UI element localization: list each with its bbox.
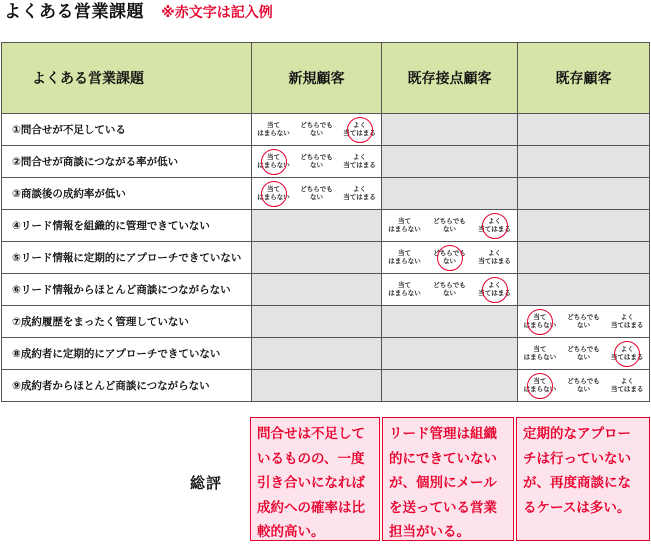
rating-option xyxy=(386,250,424,265)
rating-option-label: 当て はまらない xyxy=(257,185,290,201)
empty-cell xyxy=(382,178,518,210)
empty-cell xyxy=(252,338,382,370)
rating-options xyxy=(382,210,517,241)
selection-circle-icon xyxy=(261,181,287,207)
rating-option xyxy=(255,154,293,169)
empty-cell xyxy=(518,210,650,242)
rating-option-label: 当て はまらない xyxy=(388,281,421,297)
title-note: ※赤文字は記入例 xyxy=(161,5,273,21)
rating-option-label: どちらでも ない xyxy=(300,185,333,201)
rating-option-label: どちらでも ない xyxy=(433,249,466,265)
rating-cell xyxy=(518,338,650,370)
issue-label: ⑨成約者からほとんど商談につながらない xyxy=(2,370,252,402)
rating-option xyxy=(298,186,336,201)
rating-option xyxy=(521,378,559,393)
rating-option xyxy=(298,122,336,137)
rating-option-label: どちらでも ない xyxy=(433,217,466,233)
rating-option-label: よく 当てはまる xyxy=(610,377,644,393)
table-row xyxy=(2,338,650,370)
rating-option xyxy=(386,282,424,297)
selection-circle-icon xyxy=(482,277,508,303)
rating-options xyxy=(518,306,649,337)
header-existing-customers: 既存顧客 xyxy=(518,43,650,114)
rating-options xyxy=(382,242,517,273)
table-row xyxy=(2,114,650,146)
issue-label: ②問合せが商談につながる率が低い xyxy=(2,146,252,178)
header-existing-contact-customers: 既存接点顧客 xyxy=(382,43,518,114)
rating-option xyxy=(431,250,469,265)
empty-cell xyxy=(518,114,650,146)
table-row xyxy=(2,306,650,338)
rating-option xyxy=(564,378,602,393)
rating-options xyxy=(252,178,381,209)
rating-option-label: 当て はまらない xyxy=(523,345,557,361)
selection-circle-icon xyxy=(527,309,553,335)
header-new-customers: 新規顧客 xyxy=(252,43,382,114)
comment-existing-customers: 定期的なアプローチは行っていないが、再度商談になるケースは多い。 xyxy=(516,417,650,541)
table-body xyxy=(2,114,650,402)
empty-cell xyxy=(518,146,650,178)
table-row xyxy=(2,210,650,242)
rating-option xyxy=(476,282,514,297)
rating-option xyxy=(255,122,293,137)
rating-option-label: よく 当てはまる xyxy=(478,217,511,233)
rating-option xyxy=(564,346,602,361)
empty-cell xyxy=(252,242,382,274)
empty-cell xyxy=(382,146,518,178)
comment-new-customers: 問合せは不足しているものの、一度引き合いになれば成約への確率は比較的高い。 xyxy=(250,417,380,541)
selection-circle-icon xyxy=(261,149,287,175)
empty-cell xyxy=(252,306,382,338)
rating-options xyxy=(252,146,381,177)
rating-option xyxy=(341,154,379,169)
rating-option-label: よく 当てはまる xyxy=(610,345,644,361)
rating-options xyxy=(518,338,649,369)
rating-option-label: よく 当てはまる xyxy=(478,281,511,297)
rating-option-label: よく 当てはまる xyxy=(343,121,376,137)
comment-existing-contact-customers: リード管理は組織的にできていないが、個別にメールを送っている営業担当がいる。 xyxy=(382,417,514,541)
empty-cell xyxy=(252,210,382,242)
empty-cell xyxy=(382,306,518,338)
rating-option xyxy=(521,314,559,329)
empty-cell xyxy=(382,338,518,370)
rating-option xyxy=(298,154,336,169)
rating-options xyxy=(382,274,517,305)
rating-cell xyxy=(252,146,382,178)
empty-cell xyxy=(382,370,518,402)
rating-option xyxy=(608,314,646,329)
selection-circle-icon xyxy=(437,245,463,271)
summary-label: 総評 xyxy=(190,474,223,492)
rating-option xyxy=(431,282,469,297)
issue-label: ③商談後の成約率が低い xyxy=(2,178,252,210)
rating-cell xyxy=(382,242,518,274)
issue-label: ⑧成約者に定期的にアプローチできていない xyxy=(2,338,252,370)
rating-cell xyxy=(382,210,518,242)
rating-option xyxy=(564,314,602,329)
rating-cell xyxy=(252,114,382,146)
rating-options xyxy=(518,370,649,401)
table-row xyxy=(2,370,650,402)
rating-option xyxy=(255,186,293,201)
empty-cell xyxy=(518,178,650,210)
table-row xyxy=(2,242,650,274)
header-issues: よくある営業課題 xyxy=(2,43,252,114)
rating-option-label: どちらでも ない xyxy=(567,313,600,329)
rating-option-label: どちらでも ない xyxy=(300,153,333,169)
rating-option-label: 当て はまらない xyxy=(523,377,557,393)
empty-cell xyxy=(252,370,382,402)
selection-circle-icon xyxy=(614,341,640,367)
table-row xyxy=(2,146,650,178)
rating-option-label: 当て はまらない xyxy=(388,249,421,265)
rating-option-label: どちらでも ない xyxy=(567,377,600,393)
title-text: よくある営業課題 xyxy=(4,2,144,22)
empty-cell xyxy=(252,274,382,306)
issue-label: ④リード情報を組織的に管理できていない xyxy=(2,210,252,242)
rating-option xyxy=(386,218,424,233)
rating-cell xyxy=(518,306,650,338)
rating-option xyxy=(476,218,514,233)
empty-cell xyxy=(518,274,650,306)
selection-circle-icon xyxy=(527,373,553,399)
rating-option-label: どちらでも ない xyxy=(433,281,466,297)
table-row xyxy=(2,178,650,210)
rating-option-label: どちらでも ない xyxy=(300,121,333,137)
empty-cell xyxy=(382,114,518,146)
rating-option xyxy=(341,186,379,201)
rating-option xyxy=(521,346,559,361)
rating-option-label: よく 当てはまる xyxy=(343,153,376,169)
rating-option-label: 当て はまらない xyxy=(257,121,290,137)
selection-circle-icon xyxy=(347,117,373,143)
rating-option xyxy=(431,218,469,233)
rating-option-label: 当て はまらない xyxy=(388,217,421,233)
table-header-row xyxy=(2,43,650,114)
rating-option xyxy=(476,250,514,265)
rating-cell xyxy=(382,274,518,306)
rating-option xyxy=(608,378,646,393)
issue-label: ①問合せが不足している xyxy=(2,114,252,146)
rating-options xyxy=(252,114,381,145)
rating-option-label: 当て はまらない xyxy=(523,313,557,329)
issue-label: ⑦成約履歴をまったく管理していない xyxy=(2,306,252,338)
rating-cell xyxy=(252,178,382,210)
rating-option xyxy=(341,122,379,137)
rating-option-label: 当て はまらない xyxy=(257,153,290,169)
issues-table xyxy=(1,42,650,402)
table-row xyxy=(2,274,650,306)
rating-option xyxy=(608,346,646,361)
issue-label: ⑥リード情報からほとんど商談につながらない xyxy=(2,274,252,306)
rating-option-label: よく 当てはまる xyxy=(478,249,511,265)
rating-option-label: よく 当てはまる xyxy=(610,313,644,329)
issue-label: ⑤リード情報に定期的にアプローチできていない xyxy=(2,242,252,274)
empty-cell xyxy=(518,242,650,274)
rating-cell xyxy=(518,370,650,402)
page-title xyxy=(4,1,273,23)
rating-option-label: どちらでも ない xyxy=(567,345,600,361)
selection-circle-icon xyxy=(482,213,508,239)
rating-option-label: よく 当てはまる xyxy=(343,185,376,201)
